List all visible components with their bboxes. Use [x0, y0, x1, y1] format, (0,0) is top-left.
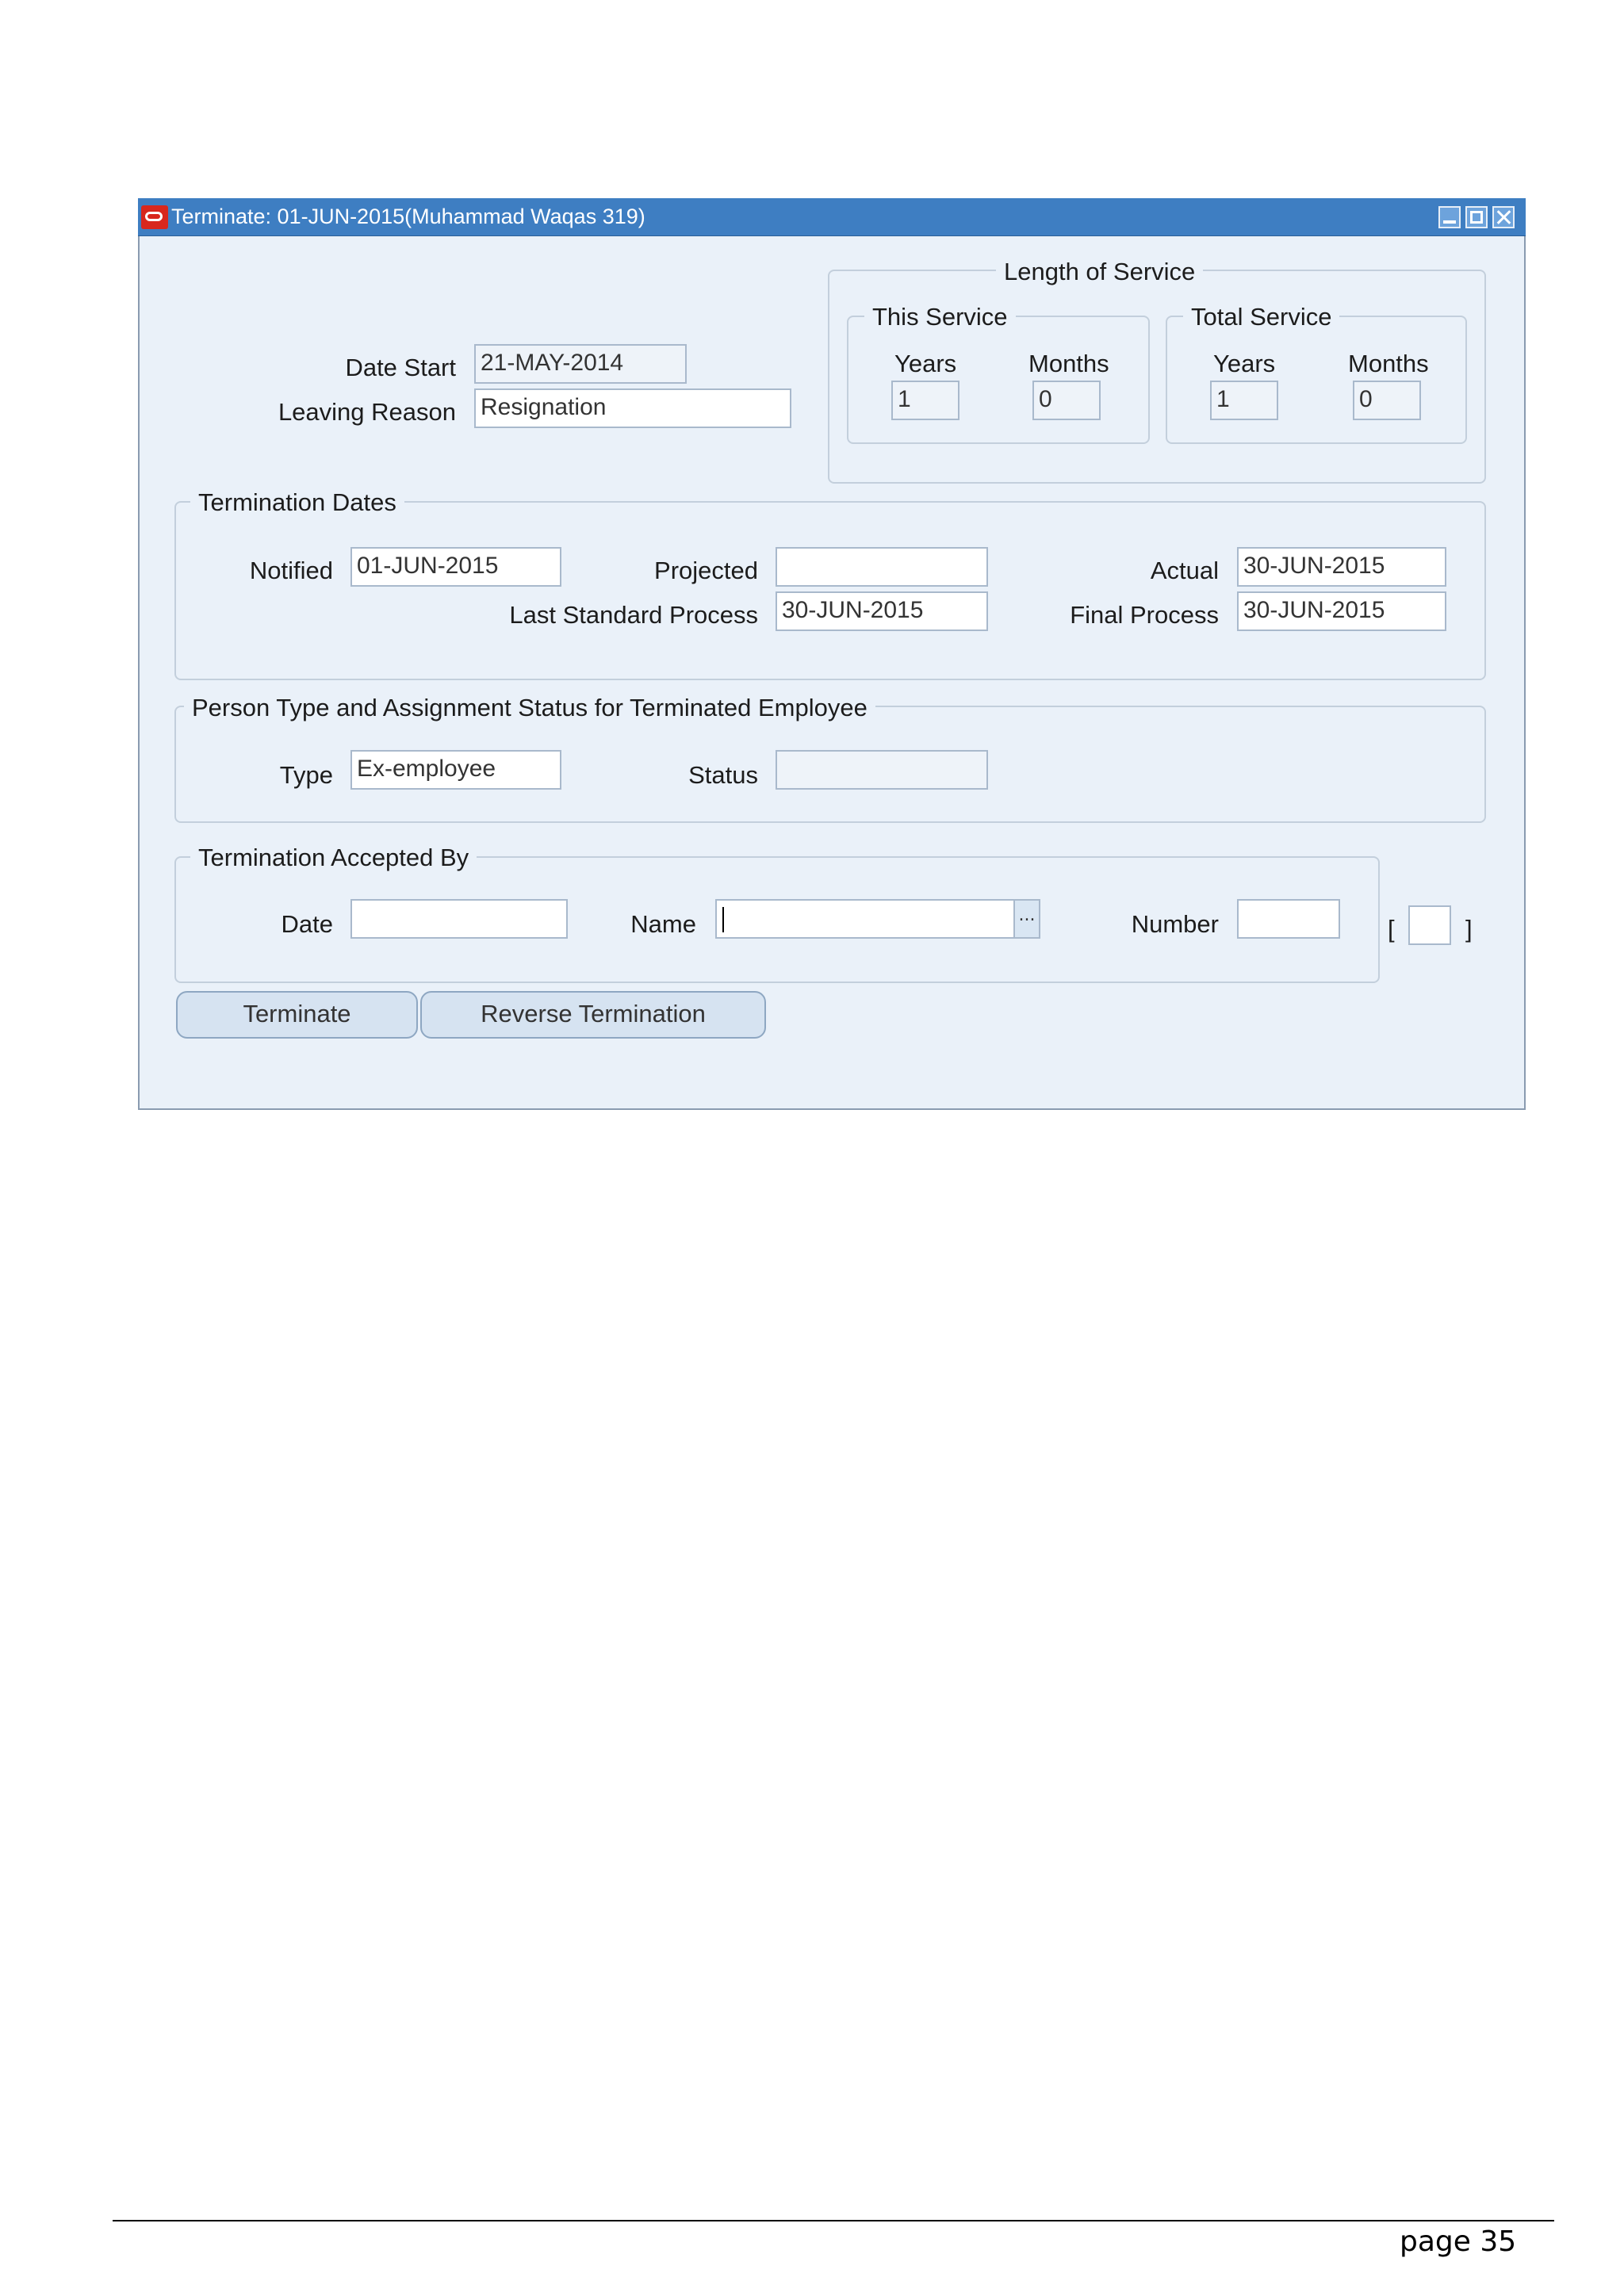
flexfield-field[interactable]	[1408, 905, 1451, 945]
maximize-icon[interactable]	[1465, 206, 1488, 228]
number-field[interactable]	[1237, 899, 1340, 939]
oracle-logo-icon	[141, 205, 168, 229]
projected-label: Projected	[654, 557, 758, 584]
flexfield-bracket-close: ]	[1465, 915, 1473, 943]
termination-dates-title: Termination Dates	[190, 488, 404, 517]
accepted-date-label: Date	[281, 910, 333, 938]
minimize-icon[interactable]	[1438, 206, 1461, 228]
this-service-title: This Service	[864, 303, 1016, 331]
type-label: Type	[279, 761, 333, 789]
footer-divider	[113, 2220, 1554, 2221]
this-service-years-label: Years	[894, 350, 957, 377]
this-service-group	[847, 316, 1150, 444]
type-field[interactable]: Ex-employee	[350, 750, 561, 790]
reverse-termination-button[interactable]: Reverse Termination	[420, 991, 766, 1039]
termination-dates-group	[174, 501, 1486, 680]
final-process-field[interactable]: 30-JUN-2015	[1237, 591, 1446, 631]
projected-field[interactable]	[776, 547, 988, 587]
termination-accepted-by-title: Termination Accepted By	[190, 844, 477, 872]
total-service-months-field[interactable]: 0	[1353, 381, 1421, 420]
text-cursor	[722, 907, 724, 932]
length-of-service-title: Length of Service	[996, 258, 1203, 286]
date-start-field[interactable]: 21-MAY-2014	[474, 344, 687, 384]
page-number: page 35	[1400, 2225, 1517, 2258]
status-label: Status	[688, 761, 758, 789]
this-service-months-field[interactable]: 0	[1032, 381, 1101, 420]
notified-field[interactable]: 01-JUN-2015	[350, 547, 561, 587]
accepted-name-label: Name	[630, 910, 696, 938]
total-service-title: Total Service	[1183, 303, 1339, 331]
last-standard-process-field[interactable]: 30-JUN-2015	[776, 591, 988, 631]
terminate-button[interactable]: Terminate	[176, 991, 418, 1039]
accepted-name-field[interactable]	[715, 899, 1015, 939]
actual-label: Actual	[1150, 557, 1219, 584]
total-service-months-label: Months	[1348, 350, 1429, 377]
total-service-years-field[interactable]: 1	[1210, 381, 1278, 420]
this-service-years-field[interactable]: 1	[891, 381, 959, 420]
close-icon[interactable]	[1492, 206, 1515, 228]
date-start-label: Date Start	[345, 354, 456, 381]
notified-label: Notified	[249, 557, 333, 584]
title-bar	[138, 198, 1526, 236]
window-title: Terminate: 01-JUN-2015(Muhammad Waqas 319)	[171, 205, 645, 228]
name-lov-button[interactable]: ...	[1013, 899, 1040, 939]
total-service-group	[1166, 316, 1467, 444]
leaving-reason-field[interactable]: Resignation	[474, 388, 791, 428]
actual-field[interactable]: 30-JUN-2015	[1237, 547, 1446, 587]
final-process-label: Final Process	[1070, 601, 1219, 629]
status-field[interactable]	[776, 750, 988, 790]
person-type-title: Person Type and Assignment Status for Terminated Employee	[184, 694, 875, 722]
number-label: Number	[1131, 910, 1219, 938]
total-service-years-label: Years	[1213, 350, 1276, 377]
leaving-reason-label: Leaving Reason	[278, 398, 456, 426]
this-service-months-label: Months	[1028, 350, 1109, 377]
last-standard-process-label: Last Standard Process	[509, 601, 758, 629]
flexfield-bracket-open: [	[1388, 915, 1395, 943]
accepted-date-field[interactable]	[350, 899, 568, 939]
